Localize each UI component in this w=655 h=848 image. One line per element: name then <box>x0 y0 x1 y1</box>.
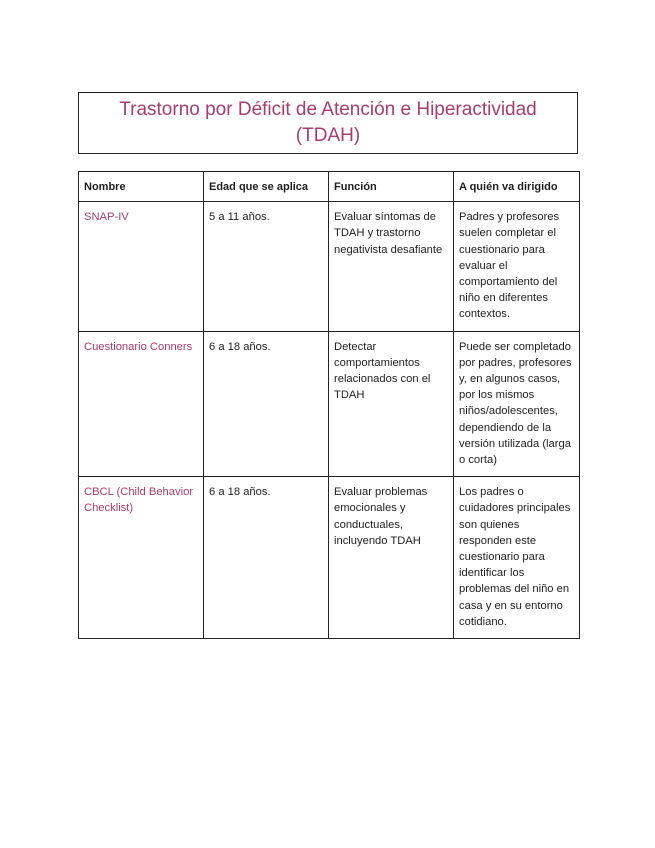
cell-target: Padres y profesores suelen completar el cuestionario para evaluar el comportamiento del niño en diferentes contextos. <box>454 202 580 331</box>
title-box <box>78 92 578 154</box>
cell-target: Los padres o cuidadores principales son quienes responden este cuestionario para identificar los problemas del niño en casa y en su entorno cotidiano. <box>454 477 580 639</box>
cell-name: CBCL (Child Behavior Checklist) <box>79 477 204 639</box>
table-row <box>79 477 580 639</box>
table-row <box>79 202 580 331</box>
header-edad: Edad que se aplica <box>204 172 329 202</box>
cell-function: Detectar comportamientos relacionados con el TDAH <box>329 331 454 477</box>
document-title: Trastorno por Déficit de Atención e Hiperactividad (TDAH) <box>119 99 537 146</box>
header-funcion: Función <box>329 172 454 202</box>
header-nombre: Nombre <box>79 172 204 202</box>
table-row <box>79 331 580 477</box>
cell-target: Puede ser completado por padres, profesores y, en algunos casos, por los mismos niños/adolescentes, dependiendo de la versión utilizada (larga o corta) <box>454 331 580 477</box>
cell-function: Evaluar síntomas de TDAH y trastorno negativista desafiante <box>329 202 454 331</box>
table-header-row <box>79 172 580 202</box>
cell-age: 6 a 18 años. <box>204 477 329 639</box>
cell-name: Cuestionario Conners <box>79 331 204 477</box>
assessment-table <box>78 171 580 639</box>
cell-age: 5 a 11 años. <box>204 202 329 331</box>
cell-function: Evaluar problemas emocionales y conductuales, incluyendo TDAH <box>329 477 454 639</box>
cell-name: SNAP-IV <box>79 202 204 331</box>
cell-age: 6 a 18 años. <box>204 331 329 477</box>
header-dirigido: A quién va dirigido <box>454 172 580 202</box>
